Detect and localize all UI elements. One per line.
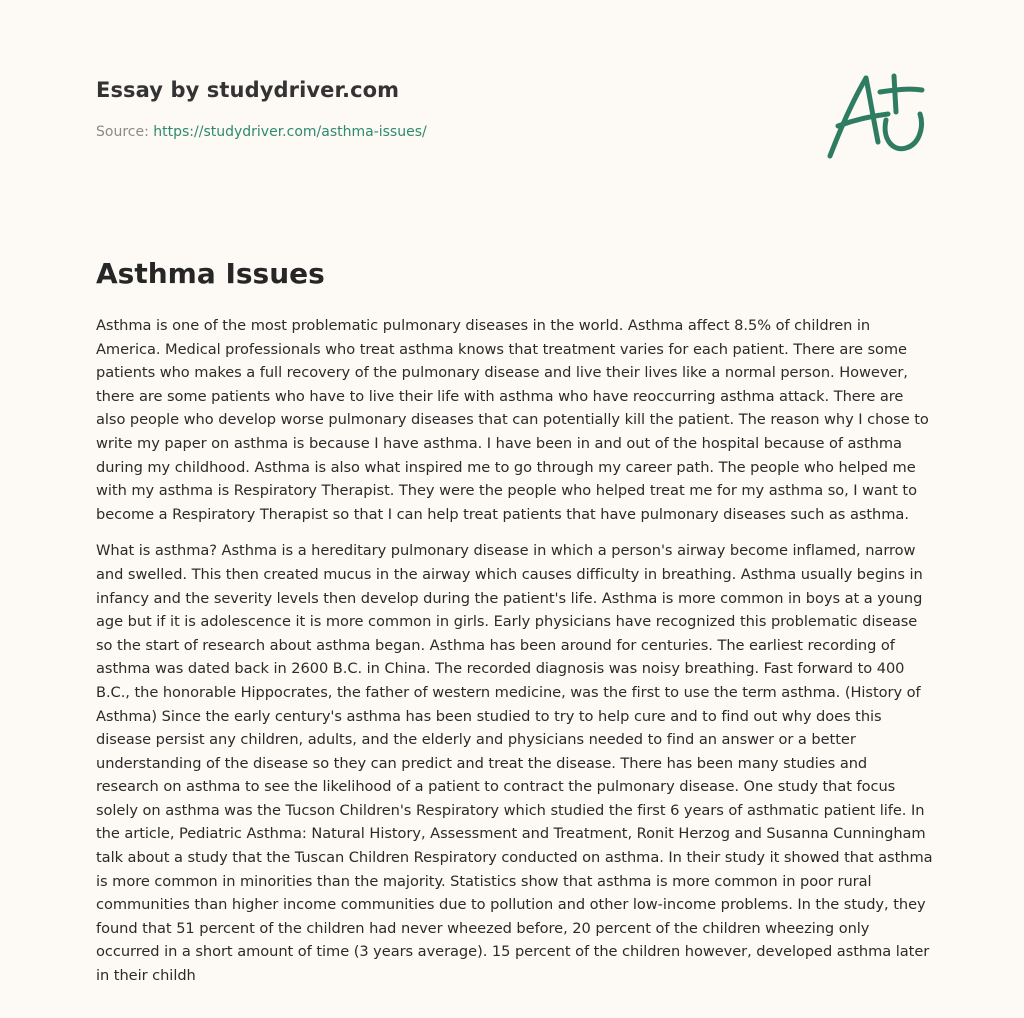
essay-header xyxy=(96,76,928,142)
essay-paragraph: Asthma is one of the most problematic pulmonary diseases in the world. Asthma affect 8.5% of children in America. Medical professionals who treat asthma knows that treatment varies for each patient. There are some patients who makes a full recovery of the pulmonary disease and live their lives like a normal person. However, there are some patients who have to live their life with asthma who have reoccurring asthma attack. There are also people who develop worse pulmonary diseases that can potentially kill the patient. The reason why I chose to write my paper on asthma is because I have asthma. I have been in and out of the hospital because of asthma during my childhood. Asthma is also what inspired me to go through my career path. The people who helped me with my asthma is Respiratory Therapist. They were the people who helped treat me for my asthma so, I want to become a Respiratory Therapist so that I can help treat patients that have pulmonary diseases such as asthma. xyxy=(96,317,929,523)
essay-title: Asthma Issues xyxy=(96,257,325,290)
a-plus-logo-icon xyxy=(822,68,926,162)
source-link[interactable]: https://studydriver.com/asthma-issues/ xyxy=(153,124,427,140)
essay-paragraph: What is asthma? Asthma is a hereditary pulmonary disease in which a person's airway become inflamed, narrow and swelled. This then created mucus in the airway which causes difficulty in breathing. Asthma usually begins in infancy and the severity levels then develop during the patient's life. Asthma is more common in boys at a young age but if it is adolescence it is more common in girls. Early physicians have recognized this problematic disease so the start of research about asthma began. Asthma has been around for centuries. The earliest recording of asthma was dated back in 2600 B.C. in China. The recorded diagnosis was noisy breathing. Fast forward to 400 B.C., the honorable Hippocrates, the father of western medicine, was the first to use the term asthma. (History of Asthma) Since the early century's asthma has been studied to try to help cure and to find out why does this disease persist any children, adults, and the elderly and physicians needed to find an answer or a better understanding of the disease so they can predict and treat the disease. There has been many studies and research on asthma to see the likelihood of a patient to contract the pulmonary disease. One study that focus solely on asthma was the Tucson Children's Respiratory which studied the first 6 years of asthmatic patient life. In the article, Pediatric Asthma: Natural History, Assessment and Treatment, Ronit Herzog and Susanna Cunningham talk about a study that the Tuscan Children Respiratory conducted on asthma. In their study it showed that asthma is more common in minorities than the majority. Statistics show that asthma is more common in poor rural communities than higher income communities due to pollution and other low-income problems. In the study, they found that 51 percent of the children had never wheezed before, 20 percent of the children wheezing only occurred in a short amount of time (3 years average). 15 percent of the children however, developed asthma later in their childh xyxy=(96,542,933,985)
brand-title: Essay by studydriver.com xyxy=(96,78,400,102)
source-label: Source: xyxy=(96,124,149,140)
essay-body xyxy=(96,314,934,1001)
source-line xyxy=(96,122,928,142)
